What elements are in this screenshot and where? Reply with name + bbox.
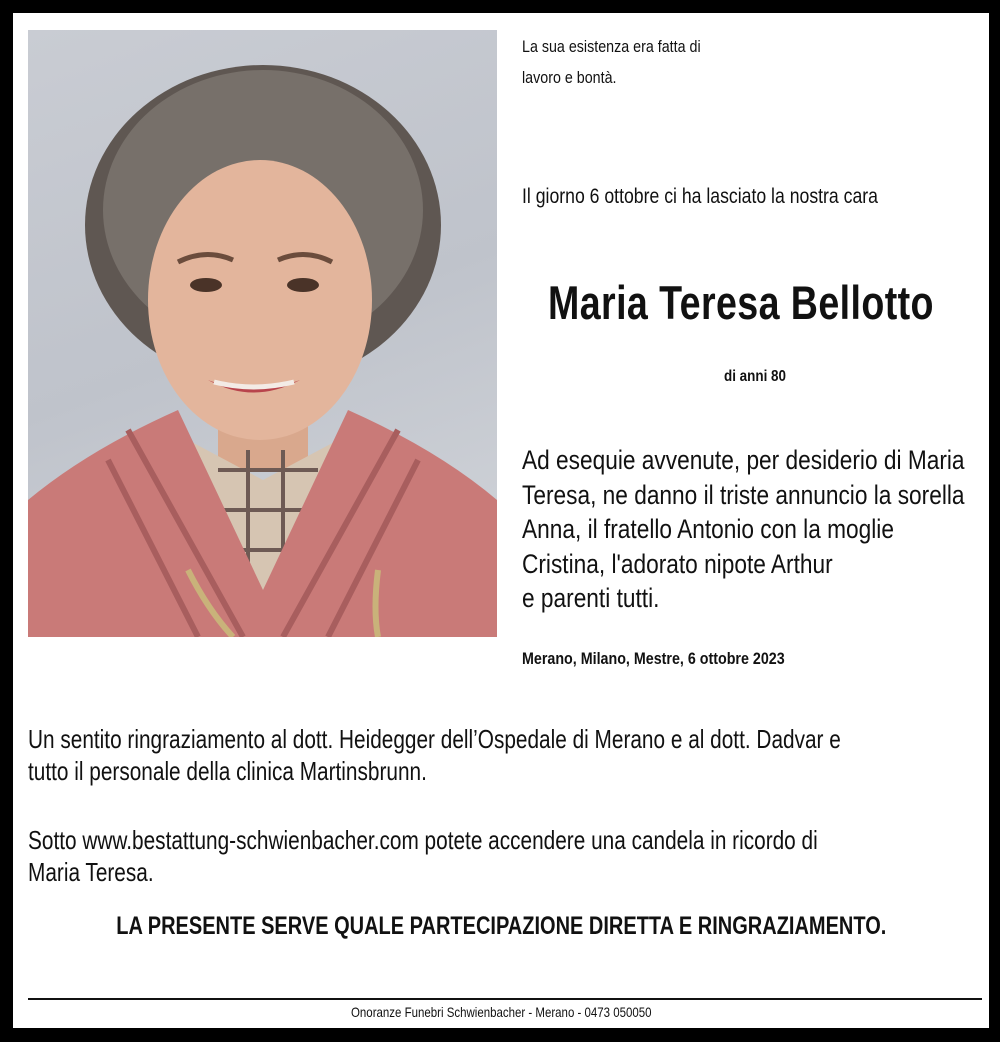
candle-line: Sotto www.bestattung-schwienbacher.com potete accendere una candela in ricordo di [28, 825, 818, 855]
footer [13, 1004, 989, 1022]
announcement-line: Teresa, ne danno il triste annuncio la sorella [522, 479, 965, 510]
footer-text: Onoranze Funebri Schwienbacher - Merano - 0473 050050 [350, 1004, 652, 1020]
obituary-notice [13, 13, 989, 1028]
portrait-image [28, 30, 497, 637]
announcement-line: Anna, il fratello Antonio con la moglie [522, 514, 894, 544]
announcement-line: e parenti tutti. [522, 583, 660, 613]
declaration-text: LA PRESENTE SERVE QUALE PARTECIPAZIONE DIRETTA E RINGRAZIAMENTO. [115, 912, 887, 940]
motto [522, 31, 701, 93]
declaration [13, 912, 989, 941]
age-text: di anni 80 [724, 368, 786, 385]
announcement-line: Cristina, l'adorato nipote Arthur [522, 548, 833, 579]
motto-line: lavoro e bontà. [522, 68, 617, 87]
thanks-line: Un sentito ringraziamento al dott. Heidegger dell’Ospedale di Merano e al dott. Dadvar e [28, 724, 841, 754]
announcement [522, 443, 965, 616]
candle-line: Maria Teresa. [28, 857, 154, 887]
motto-line: La sua esistenza era fatta di [522, 37, 701, 56]
place-date: Merano, Milano, Mestre, 6 ottobre 2023 [522, 649, 785, 668]
divider [28, 998, 982, 1000]
announcement-line: Ad esequie avvenute, per desiderio di Maria [522, 445, 965, 475]
portrait-photo [28, 30, 497, 637]
candle-paragraph [28, 824, 818, 888]
intro-text: Il giorno 6 ottobre ci ha lasciato la nostra cara [522, 185, 878, 208]
thanks-line: tutto il personale della clinica Martinsbrunn. [28, 756, 427, 786]
thanks-paragraph [28, 723, 841, 787]
deceased-name: Maria Teresa Bellotto [548, 276, 934, 329]
